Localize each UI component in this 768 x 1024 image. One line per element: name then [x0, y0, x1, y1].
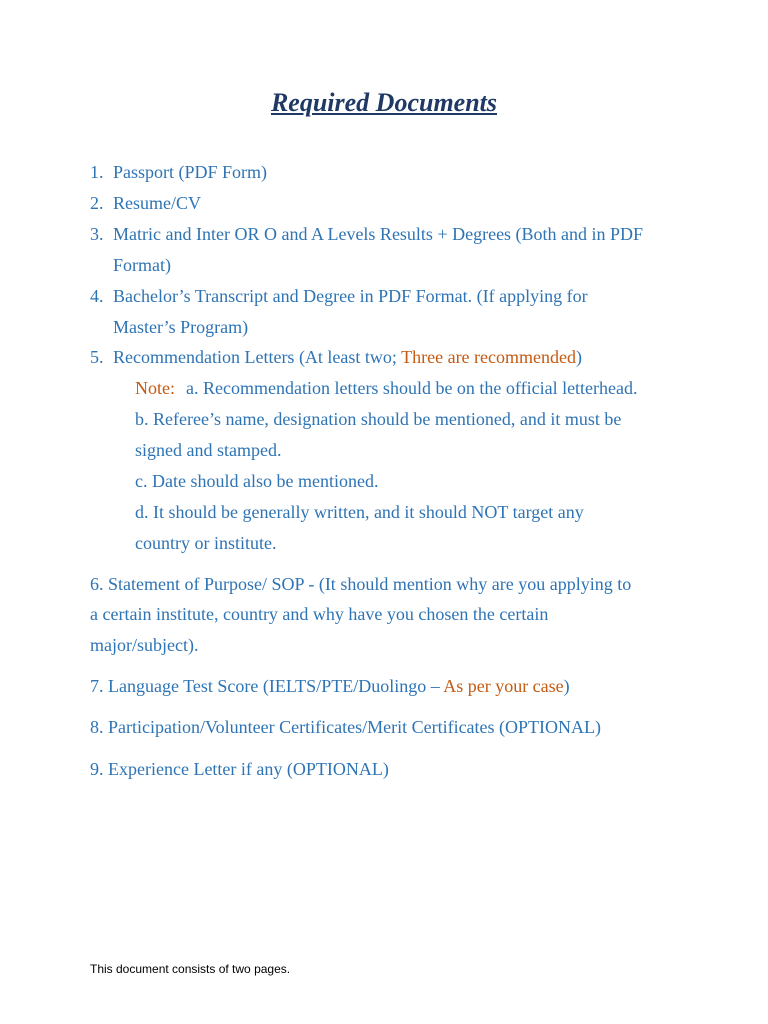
item-text	[113, 347, 582, 368]
item-text-part: )	[563, 676, 570, 696]
item-text-continued: Format)	[113, 255, 171, 275]
item-number: 4.	[90, 286, 104, 306]
item-number: 1.	[90, 162, 104, 182]
highlight-text: Three are recommended	[401, 347, 577, 367]
note-label: Note:	[135, 378, 175, 398]
highlight-text: As per your case	[443, 676, 564, 696]
item-text-continued: Master’s Program)	[113, 317, 249, 337]
item-text: Passport (PDF Form)	[113, 162, 268, 182]
note-item-d: d. It should be generally written, and it should NOT target any	[135, 502, 584, 522]
item-text: Resume/CV	[113, 193, 201, 213]
item-text	[90, 676, 570, 697]
item-text-continued: a certain institute, country and why have you chosen the certain	[90, 604, 549, 624]
item-text-continued: major/subject).	[90, 635, 199, 655]
footer-note: This document consists of two pages.	[90, 962, 291, 976]
item-text: 6. Statement of Purpose/ SOP - (It should mention why are you applying to	[90, 574, 632, 594]
page-title: Required Documents	[270, 88, 498, 117]
item-number: 5.	[90, 347, 104, 367]
note-item-d-continued: country or institute.	[135, 533, 277, 553]
item-text-part: 7. Language Test Score (IELTS/PTE/Duolingo –	[90, 676, 444, 696]
item-text: Bachelor’s Transcript and Degree in PDF Format. (If applying for	[113, 286, 588, 306]
note-item-b-continued: signed and stamped.	[135, 440, 282, 460]
item-text-part: )	[576, 347, 583, 367]
note-item-a: a. Recommendation letters should be on the official letterhead.	[186, 378, 638, 398]
item-text-part: Recommendation Letters (At least two;	[113, 347, 402, 367]
item-text: 9. Experience Letter if any (OPTIONAL)	[90, 759, 389, 779]
note-item-b: b. Referee’s name, designation should be mentioned, and it must be	[135, 409, 622, 429]
item-text: 8. Participation/Volunteer Certificates/Merit Certificates (OPTIONAL)	[90, 717, 602, 737]
item-text: Matric and Inter OR O and A Levels Results + Degrees (Both and in PDF	[113, 224, 644, 244]
note-item-c: c. Date should also be mentioned.	[135, 471, 379, 491]
item-number: 3.	[90, 224, 104, 244]
item-number: 2.	[90, 193, 104, 213]
